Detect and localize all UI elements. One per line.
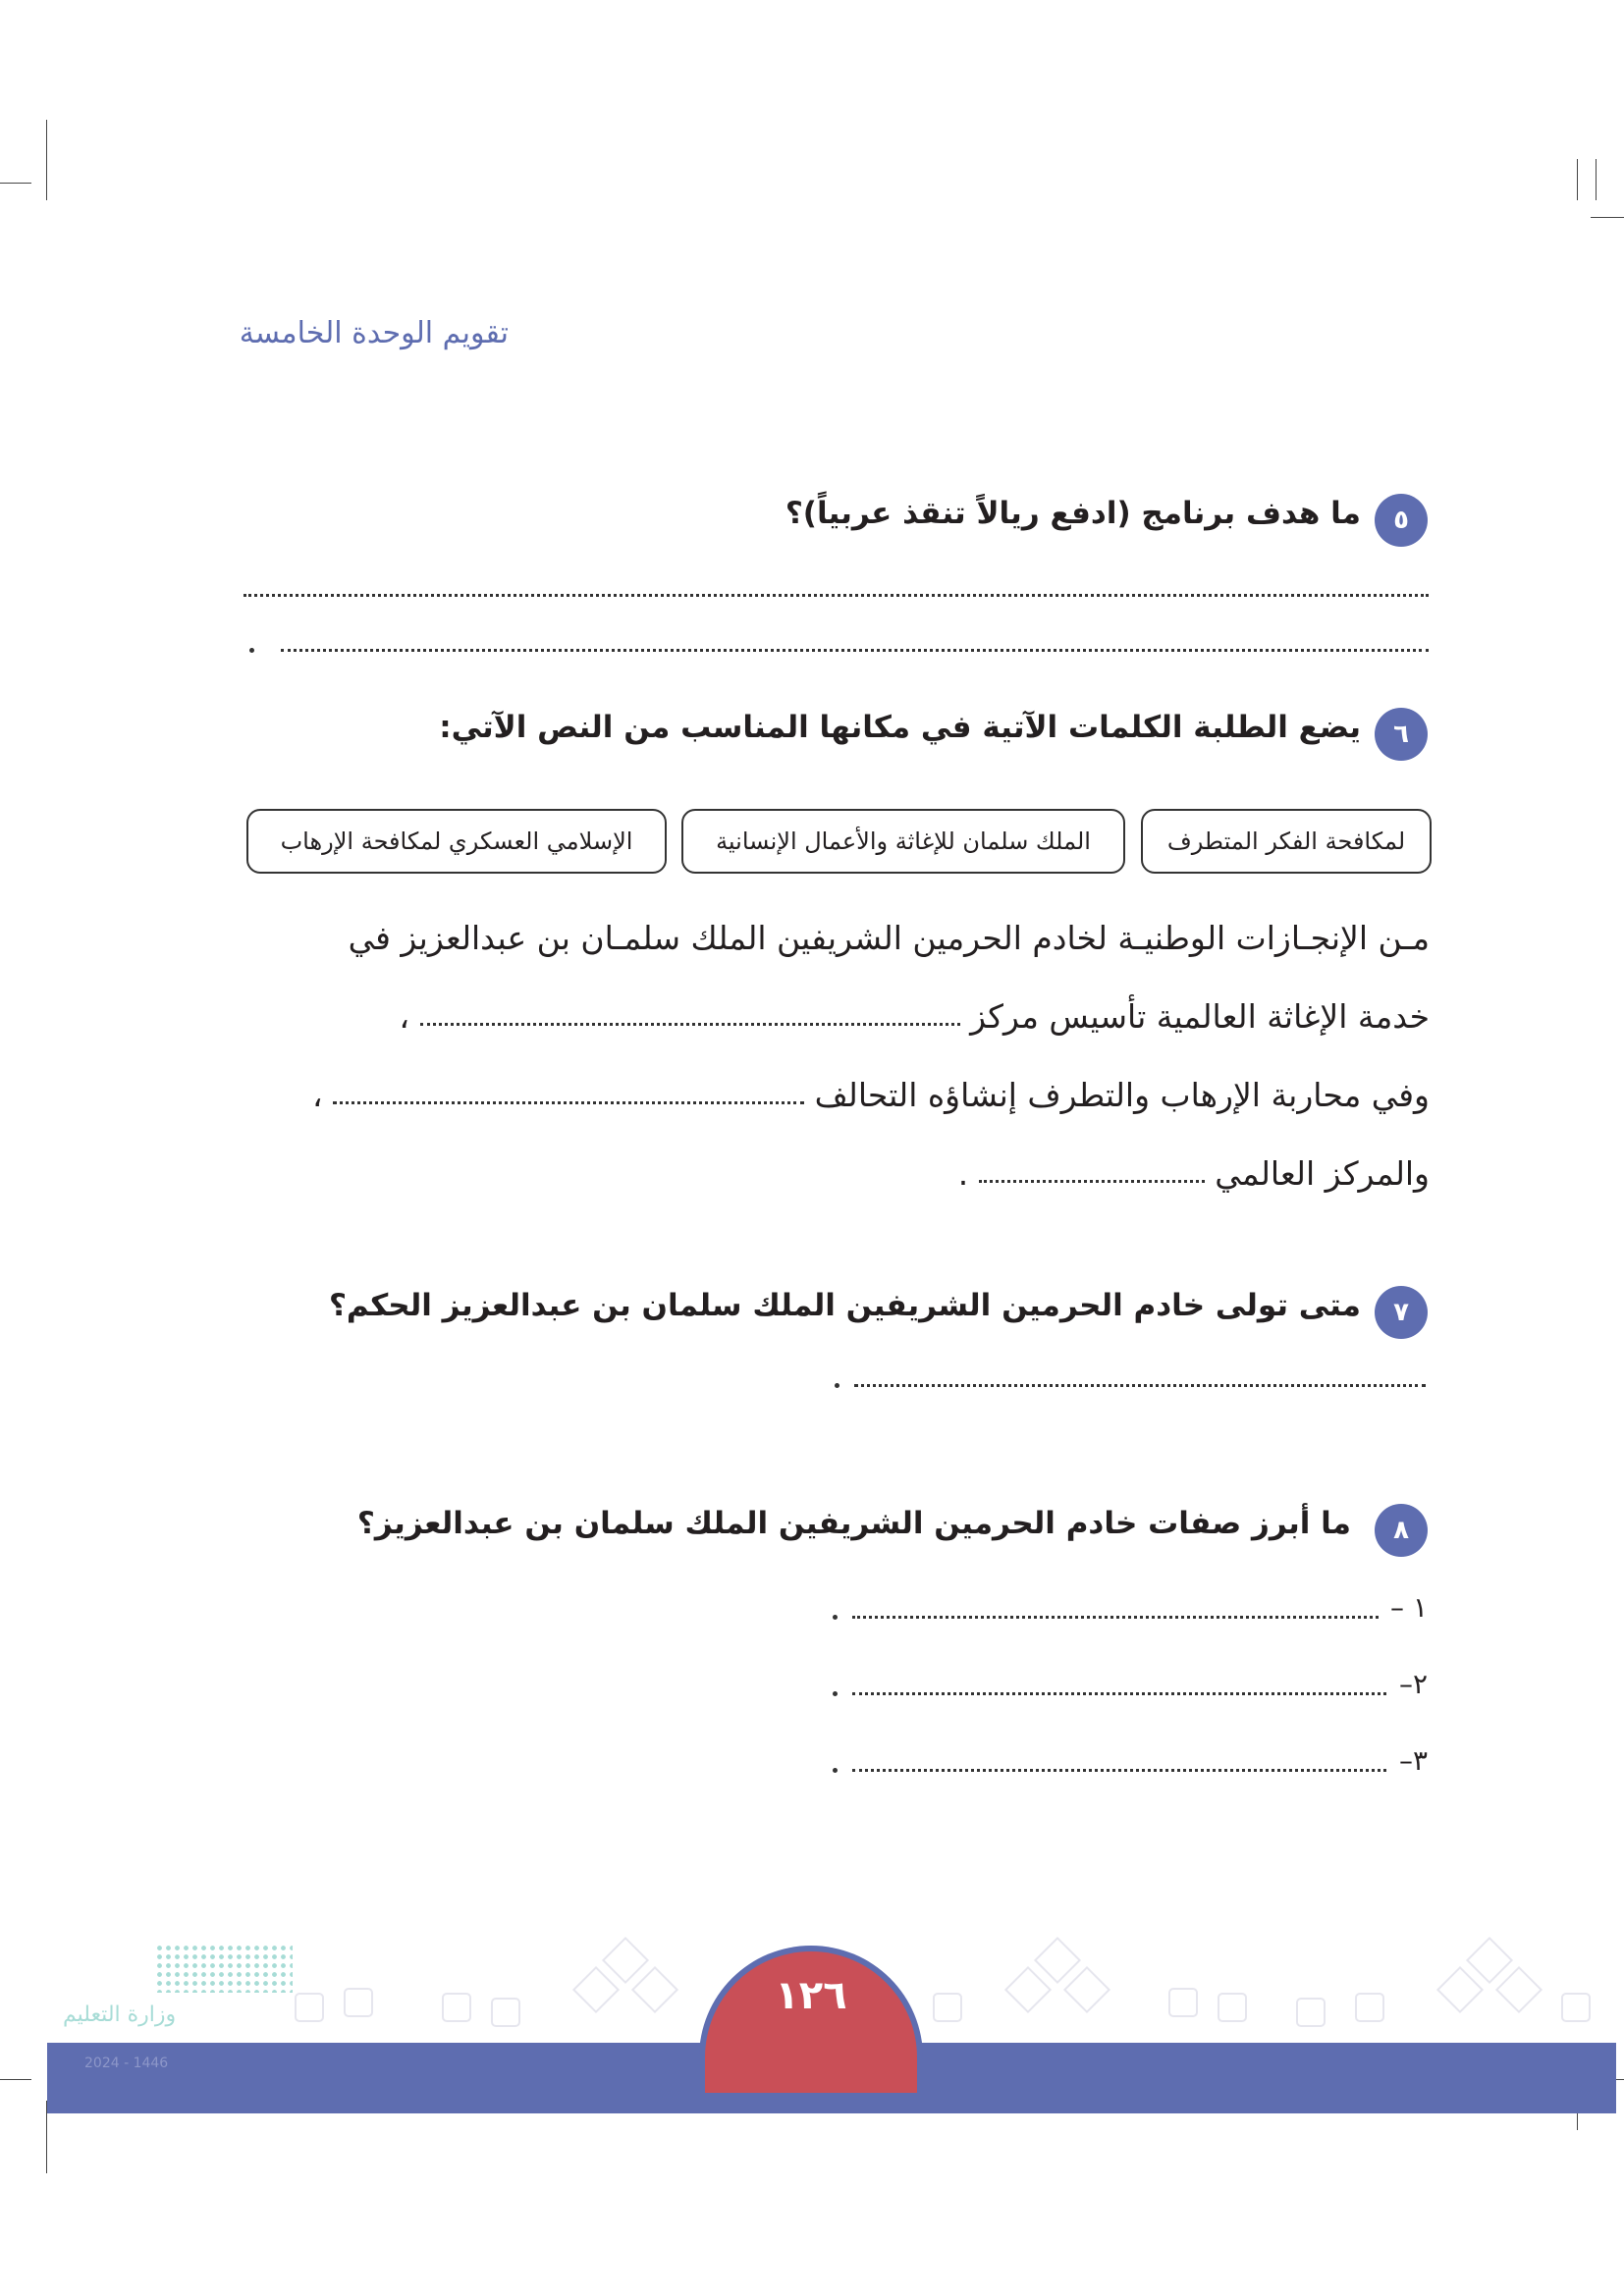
- decorative-pattern: [1168, 1988, 1198, 2017]
- answer-line[interactable]: [852, 1769, 1386, 1772]
- decorative-pattern: [1466, 1937, 1513, 1984]
- question-number-badge: ٨: [1375, 1504, 1428, 1557]
- answer-end-dot: [833, 1615, 838, 1620]
- word-bank-item: لمكافحة الفكر المتطرف: [1141, 809, 1432, 874]
- period: .: [957, 1154, 969, 1193]
- page-number-tab: [699, 1946, 923, 2093]
- passage-text: وفي محاربة الإرهاب والتطرف إنشاؤه التحالف: [814, 1076, 1430, 1114]
- question-number-badge: ٦: [1375, 708, 1428, 761]
- blank-fill[interactable]: [333, 1090, 804, 1104]
- question-number-badge: ٥: [1375, 494, 1428, 547]
- crop-mark: [1591, 217, 1624, 218]
- decorative-pattern: [1218, 1993, 1247, 2022]
- unit-title: تقويم الوحدة الخامسة: [239, 316, 509, 350]
- answer-end-dot: [249, 648, 254, 653]
- list-item-number: ٢–: [1398, 1668, 1428, 1700]
- passage-line: [399, 997, 1430, 1036]
- decorative-pattern: [1495, 1966, 1543, 2013]
- answer-line[interactable]: [244, 594, 1429, 597]
- comma: ،: [311, 1076, 323, 1114]
- decorative-pattern: [295, 1993, 324, 2022]
- ministry-logo-text: وزارة التعليم: [63, 2002, 177, 2027]
- decorative-pattern: [1004, 1966, 1052, 2013]
- passage-line: [349, 919, 1430, 957]
- decorative-pattern: [1063, 1966, 1110, 2013]
- question-number-badge: ٧: [1375, 1286, 1428, 1339]
- crop-mark: [1596, 159, 1597, 200]
- answer-end-dot: [833, 1768, 838, 1773]
- question-5-text: ما هدف برنامج (ادفع ريالاً تنقذ عربياً)؟: [785, 496, 1361, 531]
- answer-line[interactable]: [852, 1616, 1379, 1619]
- word-bank-item: الملك سلمان للإغاثة والأعمال الإنسانية: [681, 809, 1125, 874]
- decorative-pattern: [1034, 1937, 1081, 1984]
- list-item-number: ١ –: [1390, 1591, 1428, 1624]
- decorative-pattern: [1355, 1993, 1384, 2022]
- passage-line: [312, 1076, 1430, 1114]
- crop-mark: [0, 2079, 31, 2080]
- answer-end-dot: [833, 1691, 838, 1696]
- passage-text: مـن الإنجـازات الوطنيـة لخادم الحرمين الشريفين الملك سلمـان بن عبدالعزيز في: [348, 919, 1430, 957]
- answer-line[interactable]: [281, 649, 1429, 652]
- answer-line[interactable]: [854, 1384, 1426, 1387]
- blank-fill[interactable]: [420, 1011, 960, 1026]
- decorative-pattern: [572, 1966, 620, 2013]
- decorative-pattern: [344, 1988, 373, 2017]
- crop-mark: [1577, 159, 1578, 200]
- passage-text: والمركز العالمي: [1215, 1154, 1430, 1193]
- passage-line: [958, 1154, 1430, 1193]
- ministry-logo-icon: [155, 1944, 293, 1993]
- question-8-text: ما أبرز صفات خادم الحرمين الشريفين الملك سلمان بن عبدالعزيز؟: [356, 1506, 1351, 1541]
- ministry-year: 2024 - 1446: [84, 2056, 169, 2071]
- crop-mark: [46, 120, 47, 200]
- comma: ،: [399, 997, 410, 1036]
- decorative-pattern: [1296, 1998, 1326, 2027]
- decorative-pattern: [933, 1993, 962, 2022]
- crop-mark: [0, 183, 31, 184]
- decorative-pattern: [1561, 1993, 1591, 2022]
- decorative-pattern: [491, 1998, 520, 2027]
- answer-line[interactable]: [852, 1692, 1386, 1695]
- blank-fill[interactable]: [979, 1168, 1205, 1183]
- answer-end-dot: [835, 1383, 839, 1388]
- decorative-pattern: [631, 1966, 678, 2013]
- question-6-text: يضع الطلبة الكلمات الآتية في مكانها المناسب من النص الآتي:: [439, 710, 1361, 745]
- passage-text: خدمة الإغاثة العالمية تأسيس مركز: [970, 997, 1430, 1036]
- decorative-pattern: [1436, 1966, 1484, 2013]
- page-number: ١٢٦: [775, 1973, 847, 2018]
- question-7-text: متى تولى خادم الحرمين الشريفين الملك سلمان بن عبدالعزيز الحكم؟: [328, 1288, 1361, 1323]
- list-item-number: ٣–: [1398, 1744, 1428, 1777]
- decorative-pattern: [602, 1937, 649, 1984]
- word-bank-item: الإسلامي العسكري لمكافحة الإرهاب: [246, 809, 667, 874]
- decorative-pattern: [442, 1993, 471, 2022]
